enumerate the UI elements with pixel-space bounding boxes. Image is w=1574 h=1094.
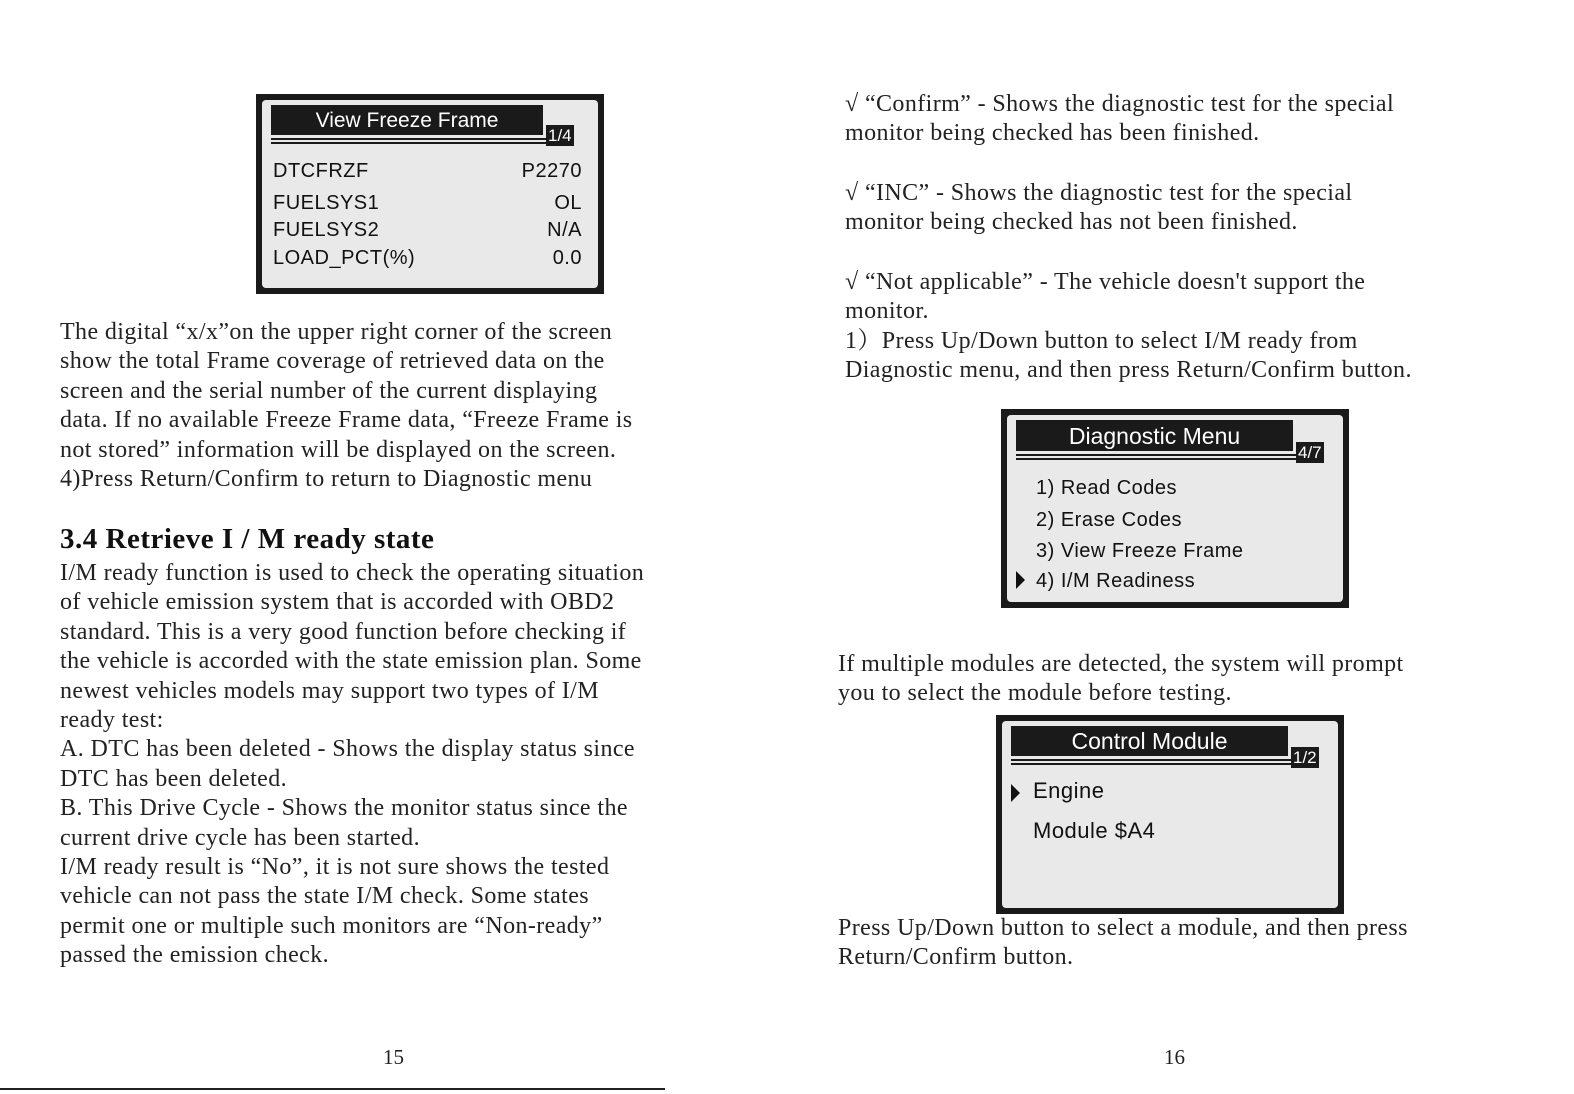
section-heading: 3.4 Retrieve I / M ready state: [60, 523, 435, 555]
freeze-frame-explanation: [60, 318, 633, 494]
multiple-modules-note: [838, 650, 1404, 709]
text-line: B. This Drive Cycle - Shows the monitor status since the: [60, 795, 628, 822]
text-line: standard. This is a very good function before checking if: [60, 618, 627, 645]
page-number: 15: [383, 1045, 404, 1069]
text-line: screen and the serial number of the current displaying: [60, 377, 598, 404]
screen-display: [1002, 721, 1338, 908]
module-item-engine[interactable]: Engine: [1033, 778, 1105, 803]
select-module-note: [838, 914, 1408, 973]
text-line: A. DTC has been deleted - Shows the display status since: [60, 736, 635, 763]
text-line: monitor being checked has not been finished.: [845, 209, 1298, 236]
text-line: newest vehicles models may support two types of I/M: [60, 677, 599, 704]
title-rule: [1016, 458, 1296, 460]
text-line: Return/Confirm button.: [838, 944, 1074, 971]
text-line: If multiple modules are detected, the system will prompt: [838, 651, 1404, 677]
confirm-note: [845, 90, 1394, 149]
text-line: Press Up/Down button to select a module, and then press: [838, 915, 1408, 941]
title-rule: [1011, 763, 1291, 765]
not-applicable-note: [845, 268, 1412, 386]
data-row-value: 0.0: [552, 247, 582, 269]
text-line: Diagnostic menu, and then press Return/Confirm button.: [845, 357, 1412, 384]
text-line: monitor being checked has been finished.: [845, 120, 1260, 147]
data-row-label: LOAD_PCT(%): [273, 247, 416, 269]
text-line: 1）Press Up/Down button to select I/M ready from: [845, 327, 1358, 354]
text-line: permit one or multiple such monitors are “Non-ready”: [60, 912, 603, 939]
page-number: 16: [1164, 1045, 1185, 1069]
text-line: The digital “x/x”on the upper right corner of the screen: [60, 319, 613, 345]
page-bottom-rule: [0, 1088, 665, 1090]
data-row-value: P2270: [521, 160, 582, 182]
text-line: current drive cycle has been started.: [60, 824, 420, 851]
text-line: the vehicle is accorded with the state emission plan. Some: [60, 648, 642, 675]
text-line: not stored” information will be displayed on the screen.: [60, 436, 617, 463]
screen-display: [262, 100, 598, 288]
text-line: √ “INC” - Shows the diagnostic test for the special: [845, 180, 1353, 206]
text-line: ready test:: [60, 707, 164, 734]
text-line: √ “Confirm” - Shows the diagnostic test for the special: [845, 91, 1395, 117]
im-ready-description: [60, 559, 644, 971]
text-line: you to select the module before testing.: [838, 680, 1232, 707]
text-line: DTC has been deleted.: [60, 765, 287, 792]
text-line: of vehicle emission system that is accorded with OBD2: [60, 589, 615, 616]
text-line: I/M ready function is used to check the operating situation: [60, 560, 645, 586]
control-module-screen: [996, 715, 1344, 914]
text-line: 4)Press Return/Confirm to return to Diagnostic menu: [60, 466, 593, 493]
title-rule: [271, 142, 546, 144]
screen-title: Control Module: [1011, 726, 1288, 756]
screen-title: View Freeze Frame: [271, 105, 543, 135]
data-row-value: OL: [554, 192, 582, 214]
screen-title: Diagnostic Menu: [1016, 420, 1293, 451]
menu-item-read-codes[interactable]: 1) Read Codes: [1036, 477, 1178, 499]
text-line: show the total Frame coverage of retrieved data on the: [60, 348, 605, 375]
text-line: I/M ready result is “No”, it is not sure shows the tested: [60, 854, 610, 881]
menu-item-erase-codes[interactable]: 2) Erase Codes: [1036, 509, 1182, 531]
text-line: passed the emission check.: [60, 942, 329, 969]
menu-item-im-readiness[interactable]: 4) I/M Readiness: [1036, 570, 1196, 592]
data-row-label: FUELSYS1: [273, 192, 380, 214]
data-row-label: DTCFRZF: [273, 160, 369, 182]
data-row-label: FUELSYS2: [273, 219, 380, 241]
freeze-frame-screen: [256, 94, 604, 294]
text-line: vehicle can not pass the state I/M check. Some states: [60, 883, 590, 910]
title-rule: [1011, 759, 1291, 761]
page-counter: 4/7: [1298, 443, 1322, 462]
module-item-a4[interactable]: Module $A4: [1033, 818, 1156, 843]
text-line: √ “Not applicable” - The vehicle doesn't support the: [845, 269, 1366, 295]
text-line: data. If no available Freeze Frame data, “Freeze Frame is: [60, 407, 633, 434]
title-rule: [271, 138, 546, 140]
text-line: monitor.: [845, 298, 929, 325]
data-row-value: N/A: [547, 219, 582, 241]
menu-item-view-freeze-frame[interactable]: 3) View Freeze Frame: [1036, 540, 1244, 562]
page-counter: 1/2: [1293, 748, 1317, 767]
diagnostic-menu-screen: [1001, 409, 1349, 608]
title-rule: [1016, 454, 1296, 456]
selection-arrow-icon: [1016, 571, 1025, 589]
inc-note: [845, 179, 1352, 238]
selection-arrow-icon: [1011, 784, 1020, 802]
page-counter: 1/4: [548, 126, 572, 145]
screen-display: [1007, 415, 1343, 602]
right-page: [787, 0, 1574, 1094]
